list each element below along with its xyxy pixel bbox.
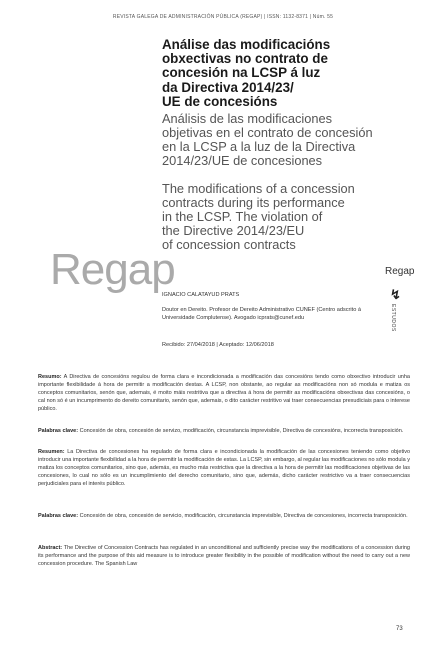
author-affiliation: Doutor en Dereito. Profesor de Dereito Administrativo CUNEF (Centro adscrito á Universidade Complutense). Avogado icprats@cunef.edu bbox=[162, 307, 361, 321]
keywords-label: Palabras clave: bbox=[38, 428, 79, 434]
keywords-text: Concesión de obra, concesión de servicio, modificación, circunstancia imprevisible, Directiva de concesiones, incorrecta transposición. bbox=[79, 513, 408, 519]
title-spanish bbox=[162, 112, 412, 168]
resumo-text: A Directiva de concesións regulou de forma clara e incondicionada a modificación das concesións tendo como obxectivo introducir unha importante flexibilidade á hora de permitir a modificación destas. A LCSP, non obstante, ao regular as modificacións non só modula e matiza os conceptos comunitarios, senón que, ademais, é moito máis restritiva que a directiva á hora de permitir as modificacións obxectivas das concesións, o cal non só é un incumprimento do dereito comunitario, senón que, ademais, o dito carácter restritivo vai traer consecuencias prexudiciais para o interese público. bbox=[38, 374, 410, 412]
abstract-paragraph bbox=[38, 545, 410, 569]
page-number: 73 bbox=[396, 626, 403, 632]
resumen-label: Resumen: bbox=[38, 449, 65, 455]
resumen-paragraph bbox=[38, 449, 410, 489]
sidebar-section-label bbox=[384, 304, 414, 344]
title-line: da Directiva 2014/23/ bbox=[162, 79, 294, 95]
resumo-paragraph bbox=[38, 374, 410, 414]
title-line: the Directive 2014/23/EU bbox=[162, 223, 305, 238]
title-line: concesión na LCSP á luz bbox=[162, 65, 321, 81]
title-line: Análise das modificacións bbox=[162, 37, 331, 52]
resumo-label: Resumo: bbox=[38, 374, 62, 380]
title-line: objetivas en el contrato de concesión bbox=[162, 125, 373, 140]
title-line: The modifications of a concession bbox=[162, 181, 355, 196]
keywords-spanish bbox=[38, 513, 410, 521]
regap-logo: Regap bbox=[50, 245, 175, 294]
resumen-text: La Directiva de concesiones ha regulado de forma clara e incondicionada la modificación de las concesiones teniendo como objetivo introducir una importante flexibilidad a la hora de permitir la modificación de estas. La LCSP, sin embargo, al regular las modificaciones no sólo modula y matiza los conceptos comunitarios, sino que, además, es mucho más restrictiva que la directiva a la hora de permitir las modificaciones objetivas de las concesiones, lo cual no sólo es un incumplimiento del derecho comunitario, sino que, además, dicho carácter restrictivo va a traer consecuencias perjudiciales para el interés público. bbox=[38, 449, 411, 487]
keywords-text: Concesión de obra, concesión de servizo, modificación, circunstancia imprevisible, Directiva de concesións, incorrecta transposición. bbox=[79, 428, 404, 434]
section-label-text: ESTUDOS bbox=[390, 304, 396, 332]
sidebar-mark-icon: ↯ bbox=[390, 287, 401, 302]
title-line: contracts during its performance bbox=[162, 195, 345, 210]
title-line: in the LCSP. The violation of bbox=[162, 209, 323, 224]
title-line: of concession contracts bbox=[162, 237, 296, 252]
journal-header: REVISTA GALEGA DE ADMINISTRACIÓN PÚBLICA (REGAP) | ISSN: 1132-8371 | Núm. 55 bbox=[112, 14, 334, 20]
sidebar-logo: Regap bbox=[385, 266, 415, 277]
abstract-text: The Directive of Concession Contracts has regulated in an unconditional and sufficiently precise way the modifications of a concession during its performance and the purpose of this aid measure is to introduce greater flexibility in the possible of modification without the need to carry out a new concession procedure. The Spanish Law bbox=[38, 545, 410, 567]
keywords-label: Palabras clave: bbox=[38, 513, 79, 519]
title-line: obxectivas no contrato de bbox=[162, 51, 328, 67]
title-line: UE de concesións bbox=[162, 93, 278, 109]
author-name: IGNACIO CALATAYUD PRATS bbox=[162, 292, 240, 298]
received-accepted-dates: Recibido: 27/04/2018 | Aceptado: 12/06/2018 bbox=[162, 342, 274, 348]
title-line: en la LCSP a la luz de la Directiva bbox=[162, 139, 356, 154]
keywords-galician bbox=[38, 428, 410, 436]
title-line: Análisis de las modificaciones bbox=[162, 111, 332, 126]
title-english bbox=[162, 182, 402, 252]
title-galician bbox=[162, 38, 362, 109]
abstract-label: Abstract: bbox=[38, 545, 63, 551]
title-line: 2014/23/UE de concesiones bbox=[162, 153, 323, 168]
